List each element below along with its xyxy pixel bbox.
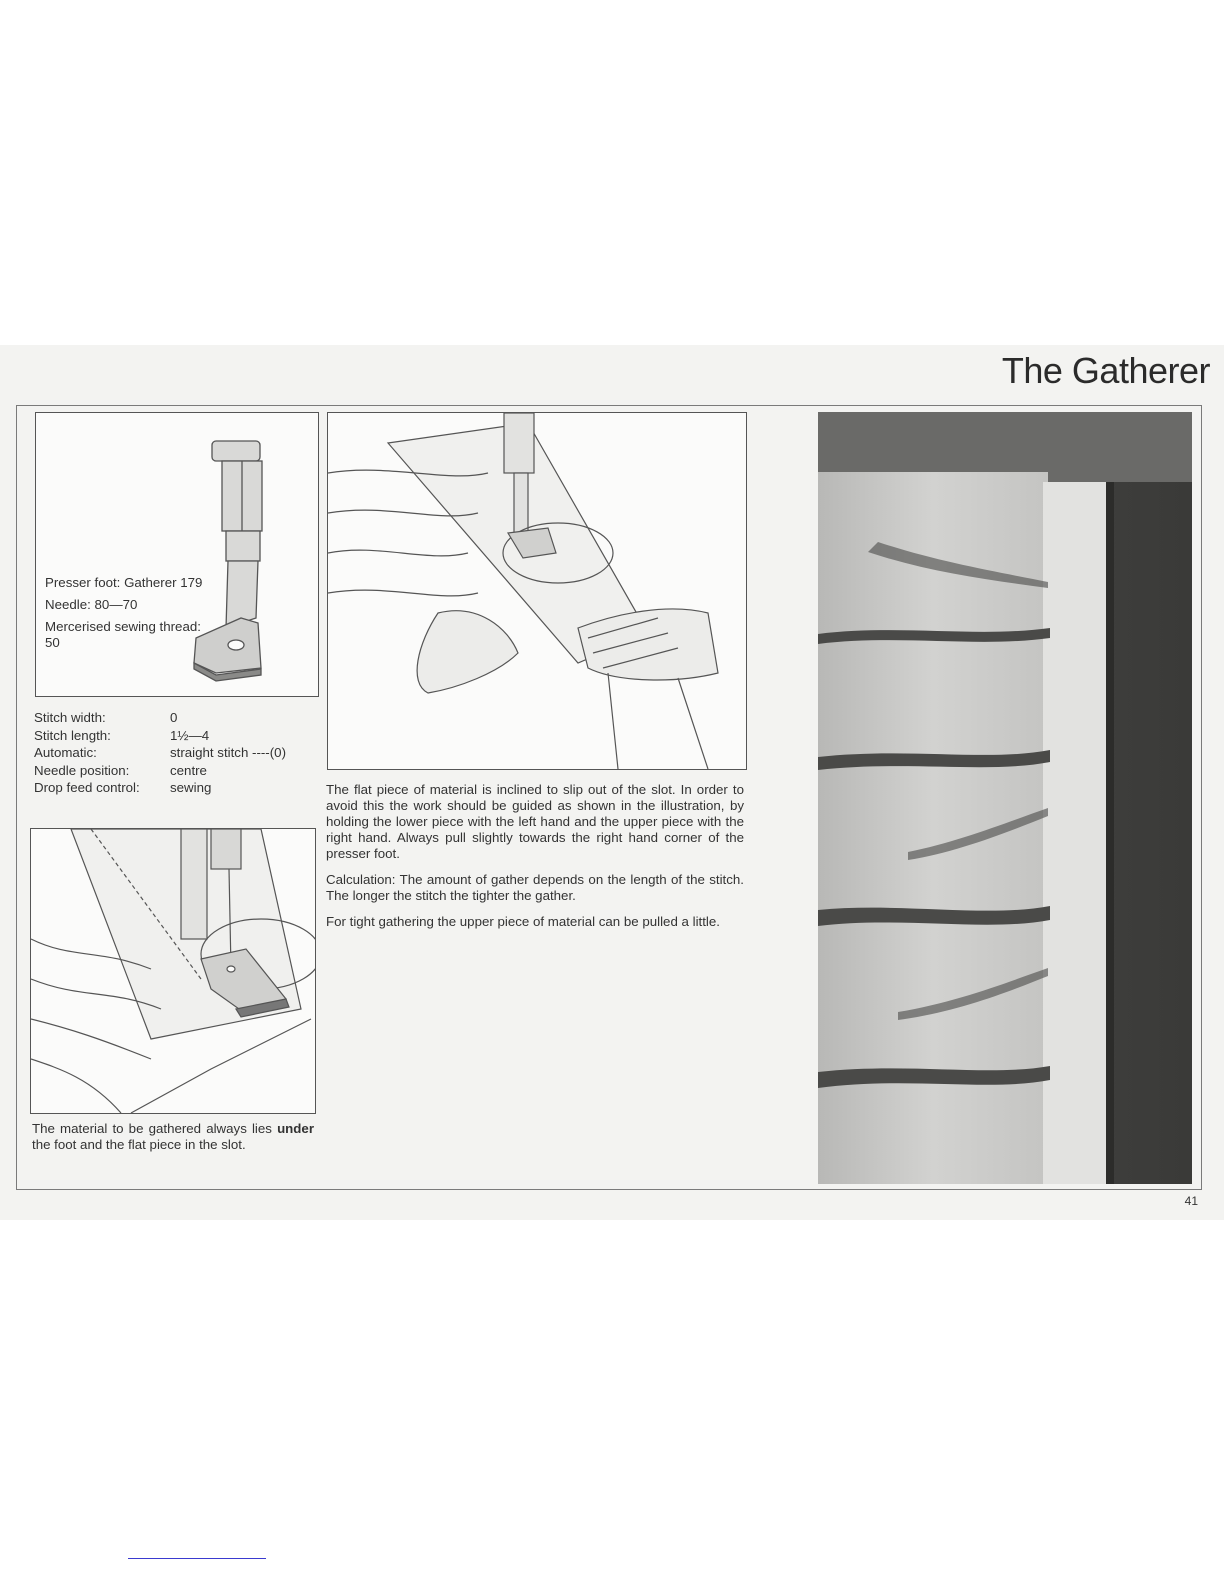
instructions-text <box>326 782 744 940</box>
setting-row <box>34 710 334 728</box>
setting-value: sewing <box>170 780 212 795</box>
material-under-foot-illustration <box>31 829 315 1113</box>
setting-key: Stitch width: <box>34 710 106 725</box>
caption-text-after: the foot and the flat piece in the slot. <box>32 1137 246 1152</box>
material-under-foot-illustration-box <box>30 828 316 1114</box>
instructions-paragraph-2: Calculation: The amount of gather depends on the length of the stitch. The longer the stitch the tighter the gather. <box>326 872 744 903</box>
footer-rule <box>128 1558 266 1559</box>
guiding-hands-illustration-box <box>327 412 747 770</box>
setting-key: Automatic: <box>34 745 97 760</box>
setting-key: Needle position: <box>34 762 130 778</box>
machine-settings <box>34 710 334 798</box>
instructions-paragraph-1: The flat piece of material is inclined to slip out of the slot. In order to avoid this the work should be guided as shown in the illustration, by holding the lower piece with the left hand and the upper piece with the right hand. Always pull slightly towards the right hand corner of the presser foot. <box>326 782 744 861</box>
gathered-fabric-photo <box>818 412 1192 1184</box>
caption-emphasis: under <box>277 1121 314 1136</box>
page-title: The Gatherer <box>1001 350 1210 391</box>
setting-row <box>34 780 334 798</box>
setting-row <box>34 745 334 763</box>
page-number: 41 <box>1184 1194 1198 1208</box>
setting-key: Stitch length: <box>34 727 111 743</box>
thread-text: Mercerised sewing thread: 50 <box>45 619 201 650</box>
setting-value: centre <box>170 762 207 778</box>
setting-value: 1½—4 <box>170 727 210 743</box>
presser-foot-specs <box>45 575 215 657</box>
setting-key: Drop feed control: <box>34 780 140 795</box>
setting-value: 0 <box>170 710 178 725</box>
caption-text-before: The material to be gathered always lies <box>32 1121 278 1136</box>
guiding-hands-illustration <box>328 413 746 769</box>
setting-row <box>34 728 334 746</box>
illustration-caption <box>32 1121 314 1153</box>
presser-foot-text: Presser foot: Gatherer 179 <box>45 575 203 590</box>
setting-value: straight stitch ----(0) <box>170 745 286 760</box>
instructions-paragraph-3: For tight gathering the upper piece of material can be pulled a little. <box>326 914 720 929</box>
needle-text: Needle: 80—70 <box>45 597 138 612</box>
gathered-fabric-image <box>818 412 1192 1184</box>
setting-row <box>34 763 334 781</box>
